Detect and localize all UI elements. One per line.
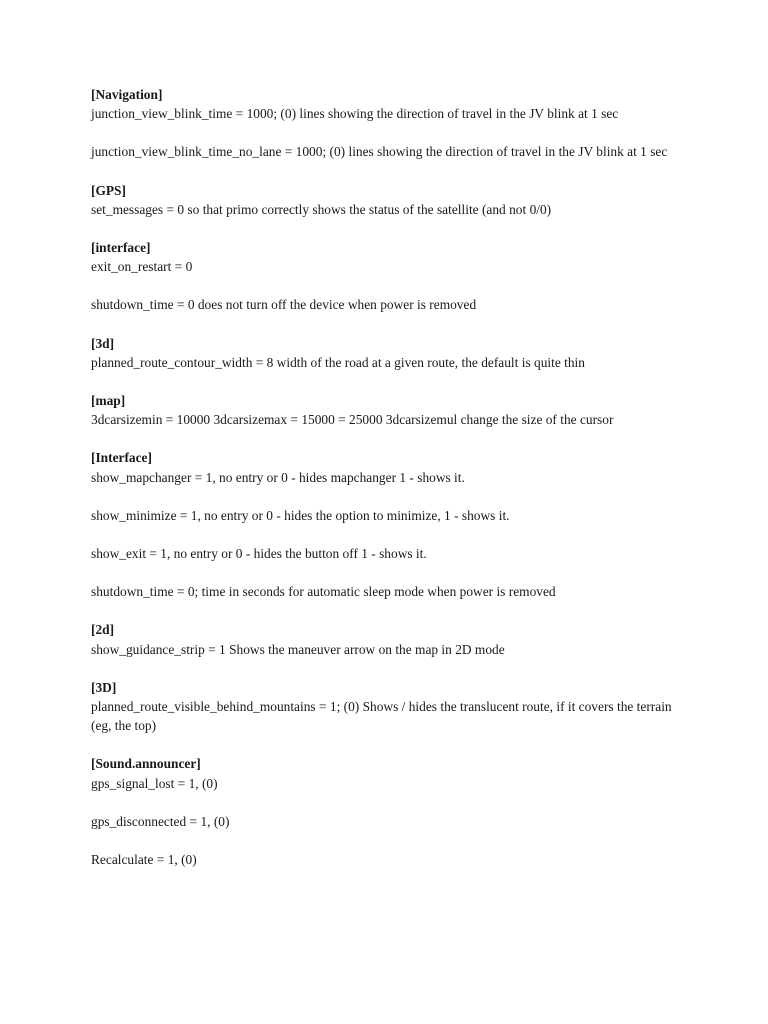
section-heading: [3d] [91,335,115,351]
config-entry: gps_disconnected = 1, (0) [91,813,230,829]
section-3d-lower [91,334,691,372]
section-heading: [Navigation] [91,87,163,102]
config-entry: show_mapchanger = 1, no entry or 0 - hides mapchanger 1 - shows it. [91,469,465,485]
section-heading: [2d] [91,622,115,638]
config-entry: gps_signal_lost = 1, (0) [91,775,218,791]
section-interface-upper [91,448,691,601]
config-entry: exit_on_restart = 0 [91,259,193,275]
config-entry: show_guidance_strip = 1 Shows the maneuver arrow on the map in 2D mode [91,641,505,657]
section-heading: [Interface] [91,450,152,466]
config-entry: junction_view_blink_time_no_lane = 1000; (0) lines showing the direction of travel in the JV blink at 1 sec [91,144,668,160]
config-entry: show_exit = 1, no entry or 0 - hides the button off 1 - shows it. [91,546,427,562]
section-heading: [Sound.announcer] [91,756,201,772]
config-entry: Recalculate = 1, (0) [91,852,197,868]
section-2d [91,620,691,658]
document-page [91,85,691,888]
section-map [91,391,691,429]
config-entry: planned_route_visible_behind_mountains = 1; (0) Shows / hides the translucent route, if it covers the terrain (eg, the top) [91,699,672,734]
section-heading: [interface] [91,240,151,256]
section-interface-lower [91,238,691,315]
config-entry: junction_view_blink_time = 1000; (0) lines showing the direction of travel in the JV blink at 1 sec [91,106,619,122]
section-sound-announcer [91,754,691,869]
section-gps [91,181,691,219]
section-heading: [3D] [91,679,117,695]
section-heading: [map] [91,393,126,409]
config-entry: shutdown_time = 0 does not turn off the device when power is removed [91,297,477,313]
section-heading: [GPS] [91,182,126,198]
section-3d-upper [91,678,691,736]
config-entry: shutdown_time = 0; time in seconds for automatic sleep mode when power is removed [91,584,556,600]
section-navigation [91,85,691,162]
config-entry: show_minimize = 1, no entry or 0 - hides the option to minimize, 1 - shows it. [91,507,510,523]
config-entry: set_messages = 0 so that primo correctly shows the status of the satellite (and not 0/0) [91,201,552,217]
config-entry: 3dcarsizemin = 10000 3dcarsizemax = 15000 = 25000 3dcarsizemul change the size of the cursor [91,412,614,428]
config-entry: planned_route_contour_width = 8 width of the road at a given route, the default is quite thin [91,354,585,370]
